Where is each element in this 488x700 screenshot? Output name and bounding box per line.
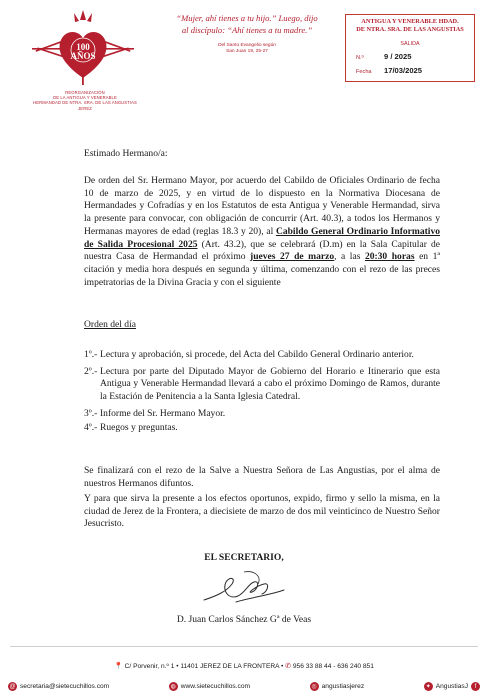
organization-name: REORGANIZACIÓN DE LA ANTIGUA Y VENERABLE HERMANDAD DE NTRA. SRA. DE LAS ANGUSTIAS JEREZ bbox=[33, 90, 137, 111]
agenda-item: 2º.- Lectura por parte del Diputado Mayor de Gobierno del Horario e Itinerario que esta Antigua y Venerable Hermandad llevará a cabo el próximo Domingo de Ramos, durante la Estación de Penitencia a la Santa Iglesia Catedral. bbox=[84, 365, 440, 403]
facebook-icon[interactable]: f bbox=[471, 682, 480, 691]
agenda-item: 1º.- Lectura y aprobación, si procede, del Acta del Cabildo General Ordinario anterior. bbox=[84, 349, 414, 360]
quote-source: Del Santo Evangelio según San Juan 19, 25-27 bbox=[218, 43, 276, 55]
header-quote: “Mujer, ahí tienes a tu hijo.” Luego, dijo al discípulo: “Ahí tienes a tu madre.” bbox=[176, 13, 318, 35]
registry-stamp bbox=[345, 14, 475, 82]
meeting-time: 20:30 horas bbox=[364, 251, 415, 263]
closing-prayer-paragraph: Se finalizará con el rezo de la Salve a Nuestra Señora de Las Angustias, por el alma de nuestros Hermanos difuntos. bbox=[84, 465, 440, 489]
instagram-icon: ◎ bbox=[311, 684, 317, 690]
phone-icon: ✆ bbox=[285, 663, 292, 670]
emblem-centenary-text: 100 AÑOS bbox=[70, 42, 96, 61]
footer-divider bbox=[10, 646, 478, 647]
registry-date: Fecha 17/03/2025 bbox=[356, 66, 423, 75]
convocation-paragraph: De orden del Sr. Hermano Mayor, por acuerdo del Cabildo de Oficiales Ordinario de fecha 10 de marzo de 2025, y en virtud de lo dispuesto en la Normativa Diocesana de Hermandades y Cofradías y en los Estatutos de esta Antigua y Venerable Hermandad, sirva la presente para convocar, con obligación de concurrir (Art. 40.3), a todos los Hermanos y Hermanas mayores de edad (reglas 18.3 y 20), al Cabildo General Ordinario Informativo de Salida Procesional 2025 (Art. 43.2), que se celebrará (D.m) en la Sala Capitular de nuestra Casa de Hermandad el próximo jueves 27 de marzo, a las 20:30 horas en 1ª citación y media hora después en segunda y última, comenzando con el rezo de las preces impetratorias de la Divina Gracia y con el siguiente bbox=[84, 175, 441, 288]
registry-number: N.º 9 / 2025 bbox=[356, 52, 412, 61]
secretary-name: D. Juan Carlos Sánchez Gª de Veas bbox=[176, 614, 312, 625]
registry-type: SALIDA bbox=[400, 41, 420, 47]
location-pin-icon: 📍 bbox=[114, 663, 123, 670]
footer-twitter[interactable]: ✦ AngustiasJ f bbox=[424, 682, 480, 691]
agenda-title: Orden del día bbox=[84, 319, 136, 330]
footer-web[interactable]: ◍ www.sietecuchillos.com bbox=[170, 683, 251, 690]
meeting-date: jueves 27 de marzo bbox=[250, 251, 335, 263]
footer-contacts bbox=[8, 682, 480, 691]
globe-icon: ◍ bbox=[170, 684, 176, 690]
registry-title: ANTIGUA Y VENERABLE HDAD. DE NTRA. SRA. DE LAS ANGUSTIAS bbox=[356, 18, 464, 33]
secretary-title: EL SECRETARIO, bbox=[204, 552, 284, 563]
twitter-icon: ✦ bbox=[425, 684, 431, 690]
greeting: Estimado Hermano/a: bbox=[84, 148, 168, 159]
handwritten-signature bbox=[196, 566, 292, 614]
footer-instagram[interactable]: ◎ angustiasjerez bbox=[311, 683, 365, 690]
agenda-item: 4º.- Ruegos y preguntas. bbox=[84, 421, 178, 433]
attestation-paragraph: Y para que sirva la presente a los efectos oportunos, expido, firmo y sello la misma, en la ciudad de Jerez de la Frontera, a diecisiete de marzo de dos mil veinticinco de Nuestro Señor Jesucristo. bbox=[84, 493, 440, 530]
agenda-list bbox=[84, 349, 440, 438]
assembly-title: Cabildo General Ordinario Informativo de Salida Procesional 2025 bbox=[84, 225, 440, 250]
agenda-item: 3º.- Informe del Sr. Hermano Mayor. bbox=[84, 407, 226, 419]
footer-email[interactable]: @ secretaria@sietecuchillos.com bbox=[9, 683, 110, 690]
footer-address: 📍 C/ Porvenir, n.º 1 • 11401 JEREZ DE LA FRONTERA • ✆ 956 33 88 44 - 636 240 851 bbox=[114, 663, 374, 670]
email-icon: @ bbox=[9, 683, 16, 690]
